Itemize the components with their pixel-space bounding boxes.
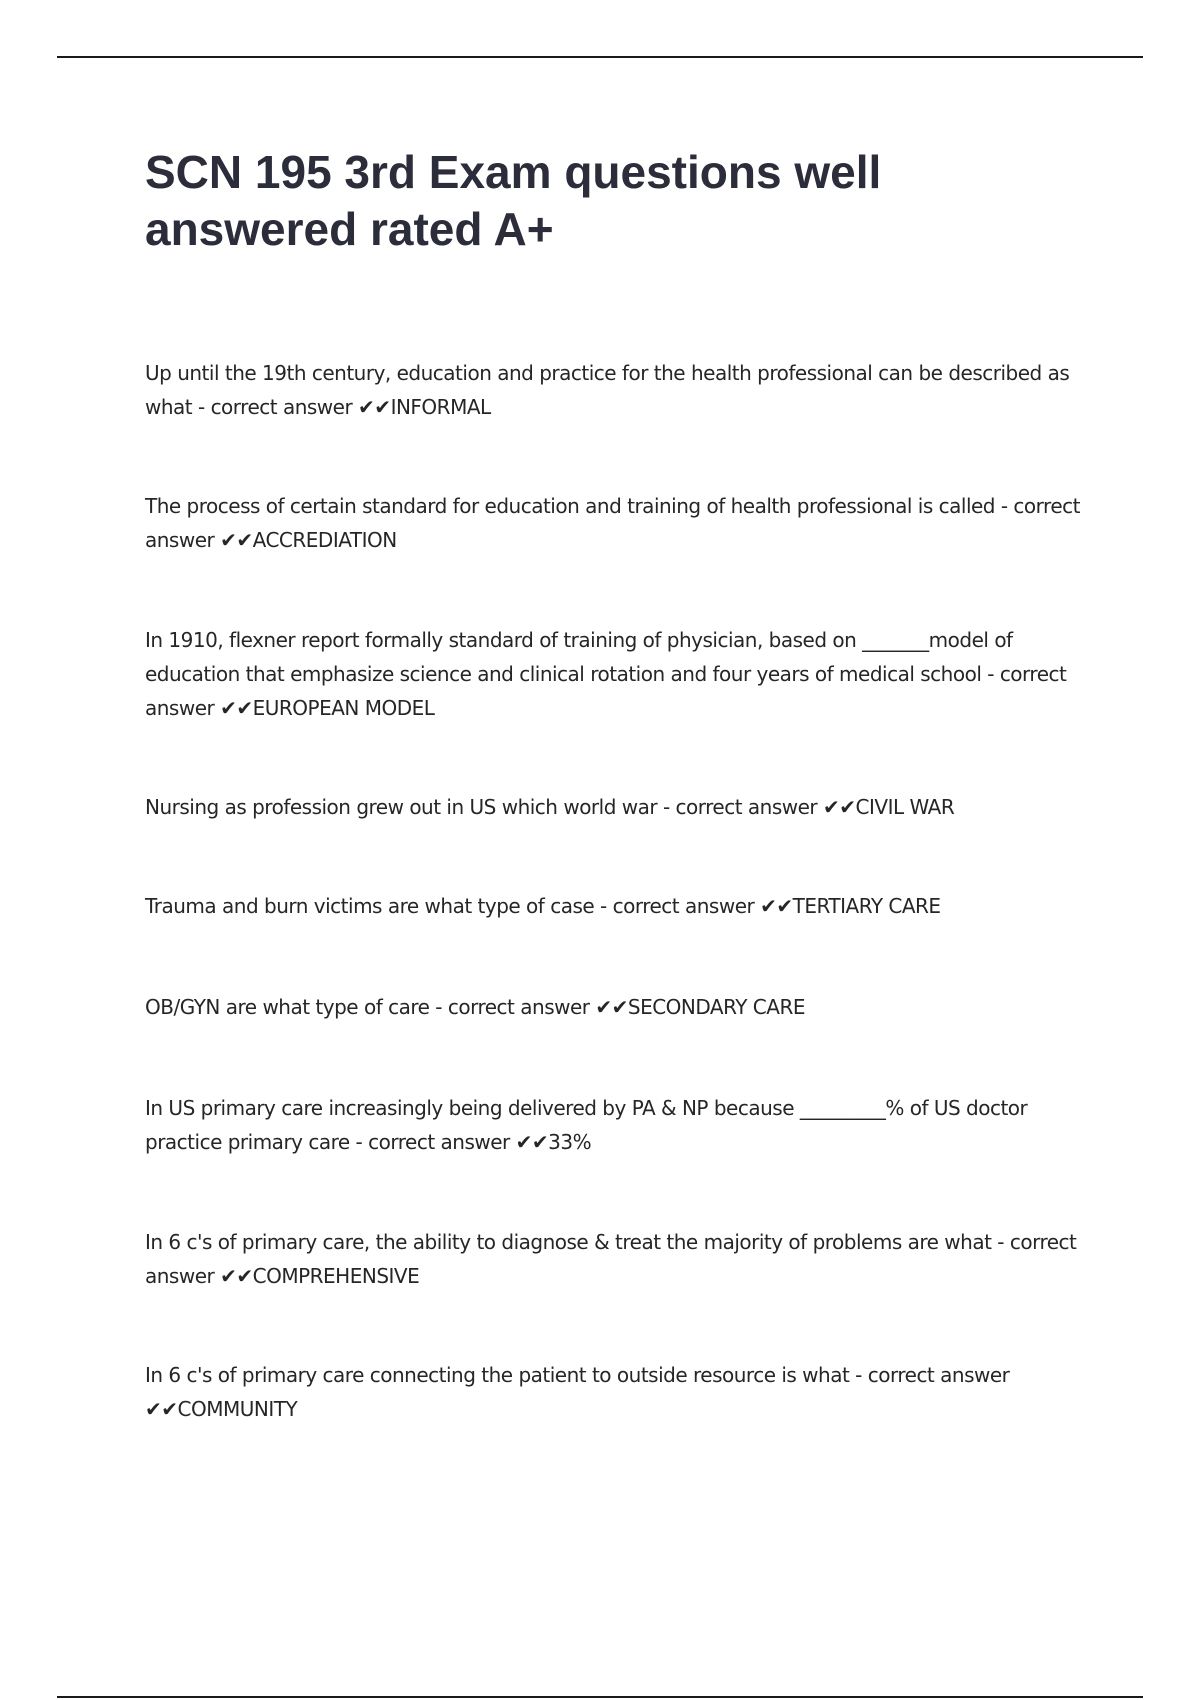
check-icon: ✔✔ [145, 1397, 178, 1421]
check-icon: ✔✔ [515, 1130, 549, 1154]
qa-question: In US primary care increasingly being delivered by PA & NP because _________% of US doctor practice primary care - correct answer [145, 1096, 1028, 1154]
qa-question: The process of certain standard for education and training of health professional is called - correct answer [145, 494, 1080, 552]
qa-item [145, 1225, 1095, 1293]
qa-question: In 6 c's of primary care connecting the patient to outside resource is what - correct answer [145, 1363, 1010, 1387]
qa-answer: COMPREHENSIVE [252, 1264, 420, 1288]
qa-item [145, 356, 1095, 424]
qa-question: Trauma and burn victims are what type of case - correct answer [145, 894, 755, 918]
qa-question: OB/GYN are what type of care - correct answer [145, 995, 590, 1019]
bottom-rule [57, 1696, 1143, 1698]
qa-question: Up until the 19th century, education and practice for the health professional can be described as what - correct answer [145, 361, 1070, 419]
qa-question: In 1910, flexner report formally standard of training of physician, based on _______model of education that emphasize science and clinical rotation and four years of medical school - correct answer [145, 628, 1067, 720]
qa-item [145, 623, 1095, 725]
qa-item [145, 889, 1095, 923]
qa-item [145, 990, 1095, 1024]
qa-answer: ACCREDIATION [252, 528, 397, 552]
qa-answer: COMMUNITY [177, 1397, 298, 1421]
qa-answer: TERTIARY CARE [792, 894, 941, 918]
document-title: SCN 195 3rd Exam questions well answered rated A+ [145, 146, 882, 255]
qa-item [145, 1091, 1095, 1159]
check-icon: ✔✔ [220, 528, 253, 552]
qa-answer: INFORMAL [390, 395, 491, 419]
qa-answer: EUROPEAN MODEL [252, 696, 435, 720]
check-icon: ✔✔ [595, 995, 628, 1019]
qa-question: Nursing as profession grew out in US which world war - correct answer [145, 795, 818, 819]
check-icon: ✔✔ [358, 395, 391, 419]
top-rule [57, 56, 1143, 58]
check-icon: ✔✔ [823, 795, 856, 819]
qa-item [145, 1358, 1095, 1426]
qa-answer: CIVIL WAR [855, 795, 955, 819]
qa-question: In 6 c's of primary care, the ability to diagnose & treat the majority of problems are what - correct answer [145, 1230, 1077, 1288]
qa-answer: SECONDARY CARE [627, 995, 805, 1019]
check-icon: ✔✔ [220, 1264, 253, 1288]
qa-item [145, 790, 1095, 824]
qa-item [145, 489, 1095, 557]
qa-answer: 33% [548, 1130, 592, 1154]
check-icon: ✔✔ [760, 894, 793, 918]
check-icon: ✔✔ [220, 696, 253, 720]
